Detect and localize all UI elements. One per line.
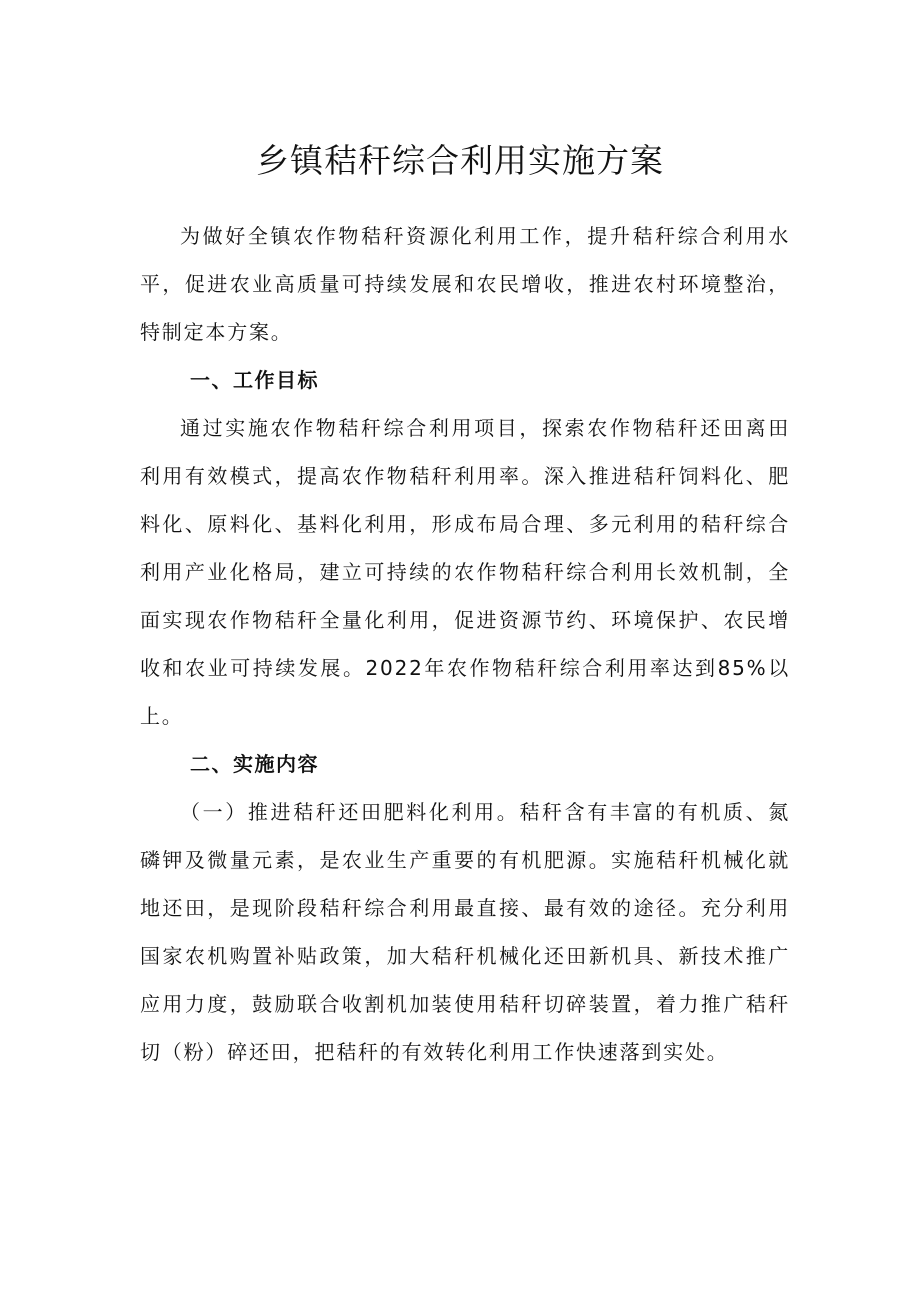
section-paragraph-content: （一）推进秸秆还田肥料化利用。秸秆含有丰富的有机质、氮磷钾及微量元素，是农业生产重要的有机肥源。实施秸秆机械化就地还田，是现阶段秸秆综合利用最直接、最有效的途径。充分利用国家农机购置补贴政策，加大秸秆机械化还田新机具、新技术推广应用力度，鼓励联合收割机加装使用秸秆切碎装置，着力推广秸秆切（粉）碎还田，把秸秆的有效转化利用工作快速落到实处。 [140,800,790,1064]
section-heading-content: 二、实施内容 [190,752,319,776]
intro-paragraph: 为做好全镇农作物秸秆资源化利用工作，提升秸秆综合利用水平，促进农业高质量可持续发展和农民增收，推进农村环境整治，特制定本方案。 [140,224,790,344]
section-paragraph-goals: 通过实施农作物秸秆综合利用项目，探索农作物秸秆还田离田利用有效模式，提高农作物秸秆利用率。深入推进秸秆饲料化、肥料化、原料化、基料化利用，形成布局合理、多元利用的秸秆综合利用产业化格局，建立可持续的农作物秸秆综合利用长效机制，全面实现农作物秸秆全量化利用，促进资源节约、环境保护、农民增收和农业可持续发展。2022年农作物秸秆综合利用率达到85%以上。 [140,416,790,728]
document-body [140,212,790,1076]
section-heading-goals: 一、工作目标 [190,368,319,392]
document-title: 乡镇秸秆综合利用实施方案 [256,141,664,180]
